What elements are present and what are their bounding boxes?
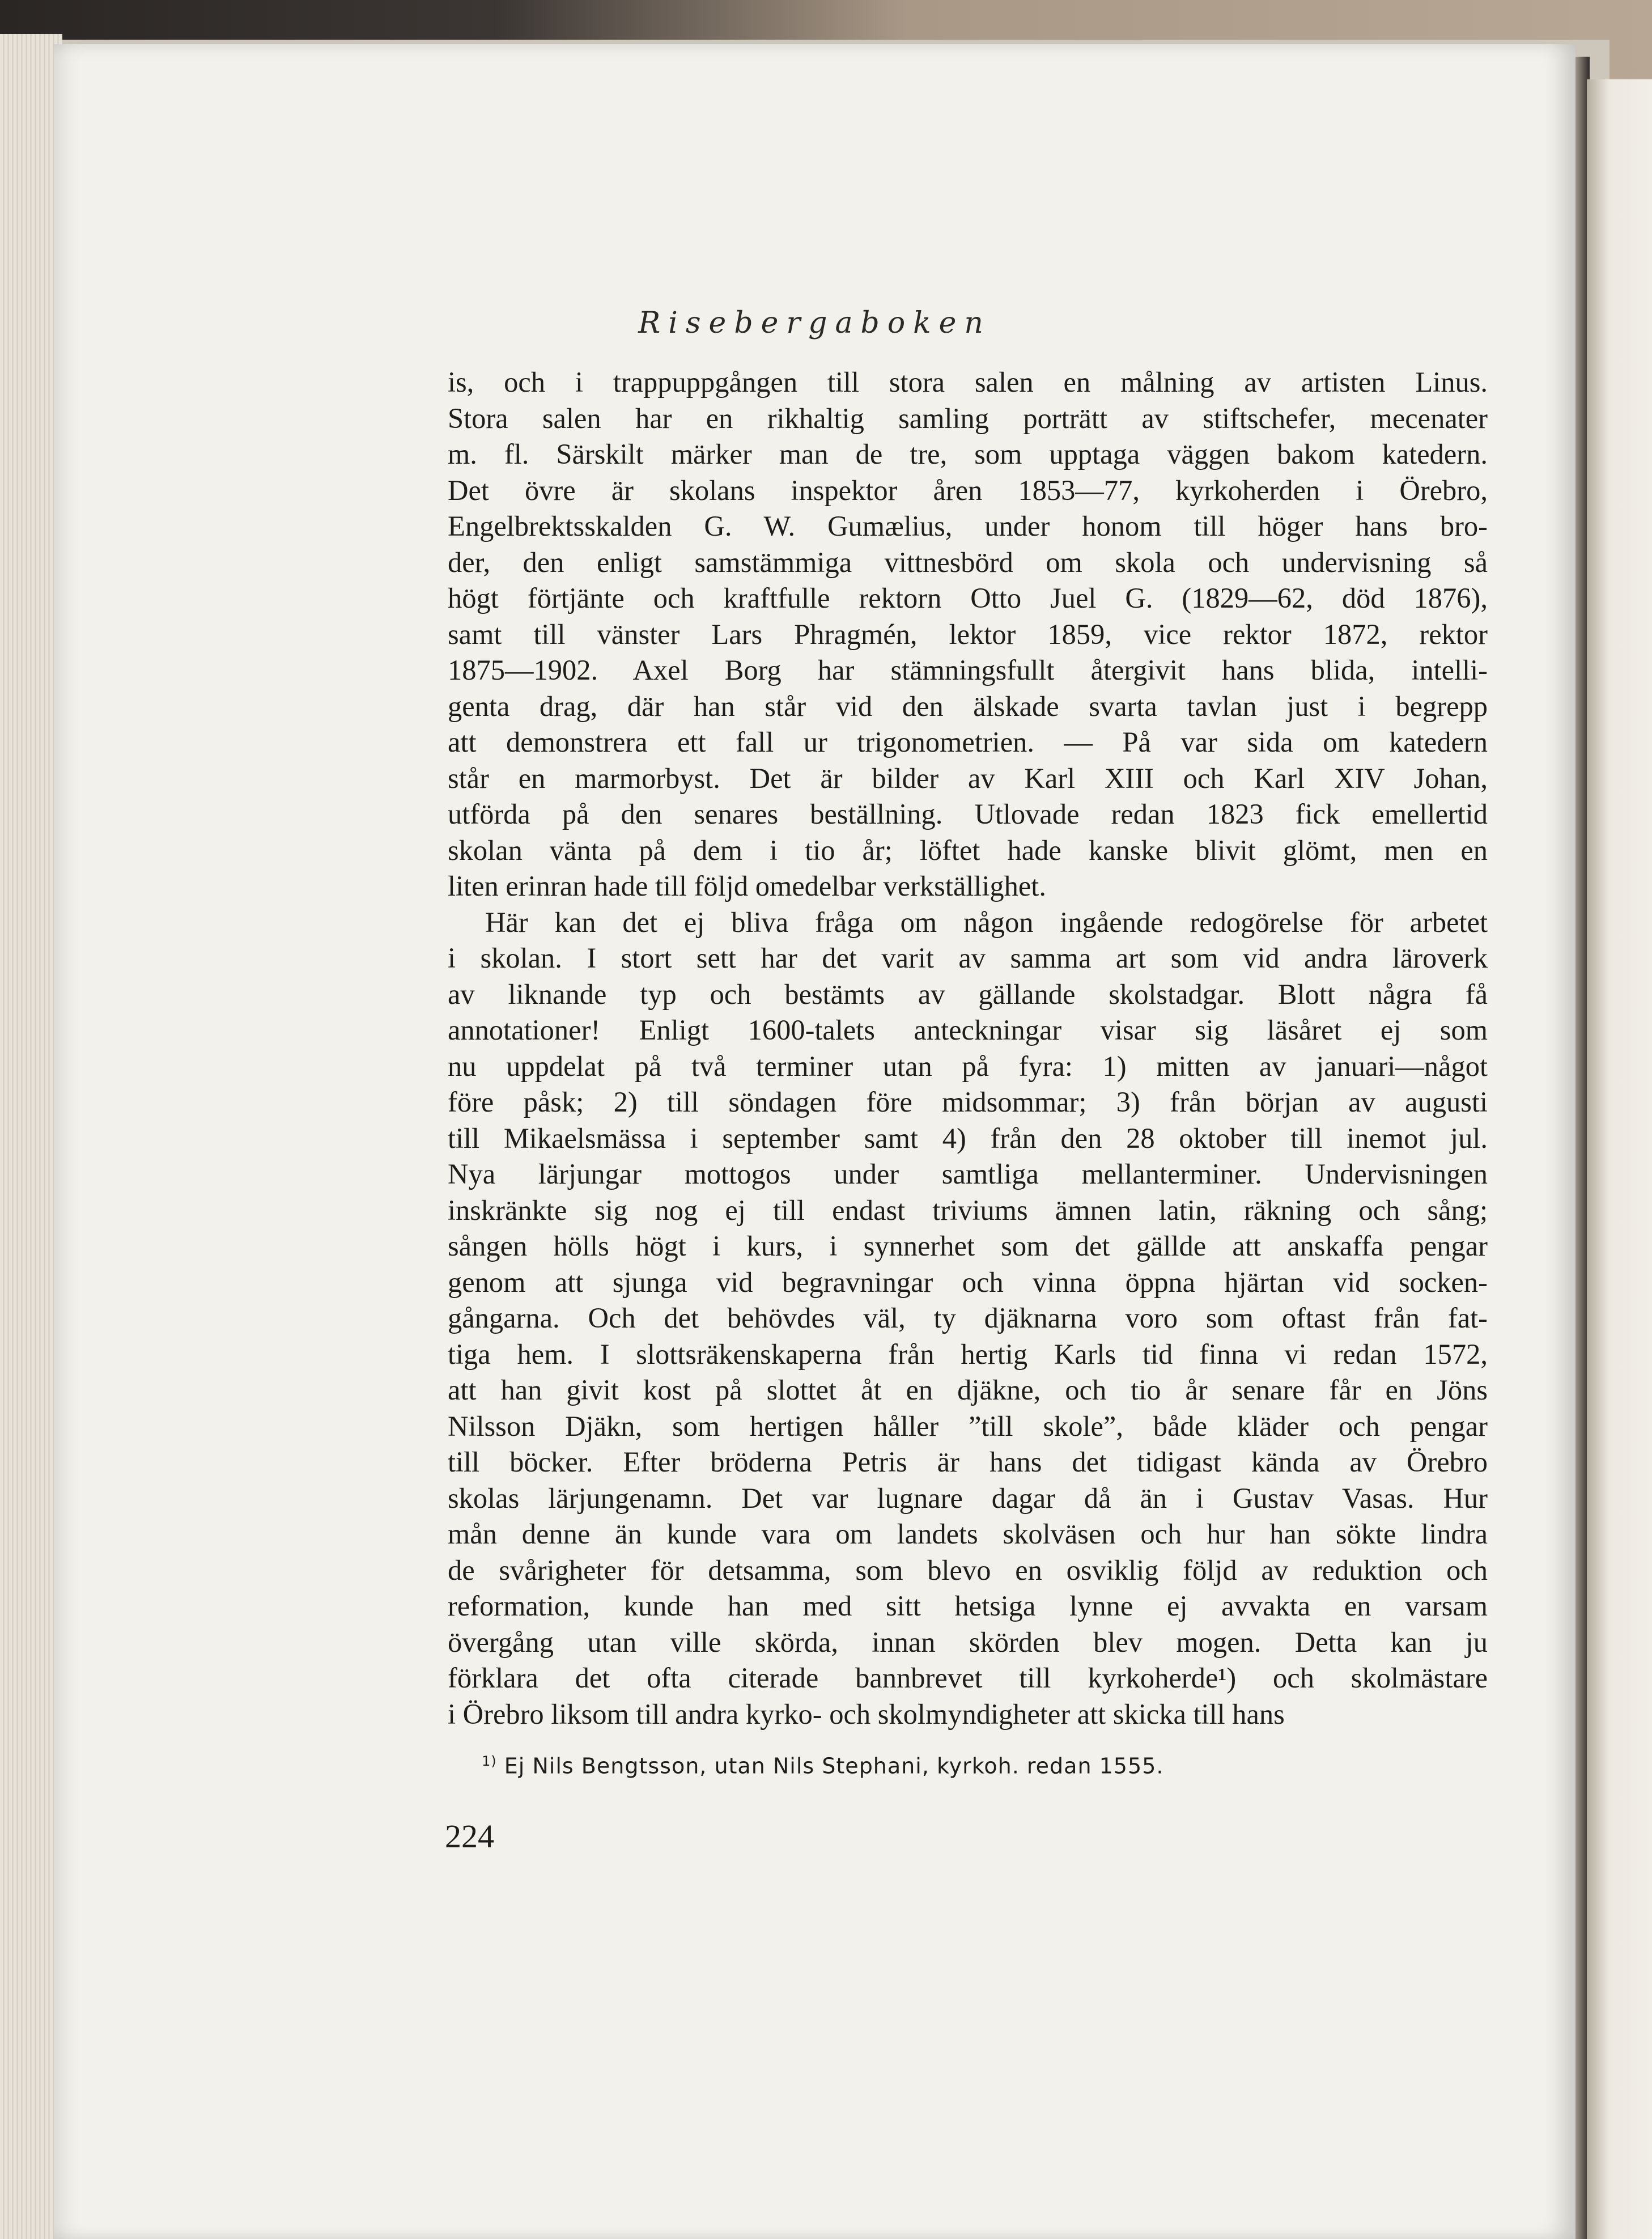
text-line: står en marmorbyst. Det är bilder av Karl XIII och Karl XIV Johan,: [448, 762, 1488, 794]
text-line: tiga hem. I slottsräkenskaperna från hertig Karls tid finna vi redan 1572,: [448, 1338, 1488, 1370]
book-page: [54, 44, 1575, 2239]
footnote-marker: 1): [482, 1753, 497, 1769]
text-line: m. fl. Särskilt märker man de tre, som upptaga väggen bakom katedern.: [448, 438, 1488, 470]
text-line: annotationer! Enligt 1600-talets anteckningar visar sig läsåret ej som: [448, 1014, 1488, 1046]
text-line: före påsk; 2) till söndagen före midsommar; 3) från början av augusti: [448, 1086, 1488, 1118]
paragraph: [448, 364, 1488, 905]
running-head: Risebergaboken: [638, 306, 991, 340]
text-line: Nya lärjungar mottogos under samtliga mellanterminer. Undervisningen: [448, 1158, 1488, 1190]
paragraph: [448, 905, 1488, 1733]
text-line: genom att sjunga vid begravningar och vinna öppna hjärtan vid socken-: [448, 1266, 1488, 1298]
facing-page-edge: [1587, 79, 1652, 2239]
text-line: reformation, kunde han med sitt hetsiga lynne ej avvakta en varsam: [448, 1590, 1488, 1622]
footnote: [482, 1753, 1502, 1779]
text-line: gångarna. Och det behövdes väl, ty djäknarna voro som oftast från fat-: [448, 1302, 1488, 1334]
text-line: samt till vänster Lars Phragmén, lektor 1859, vice rektor 1872, rektor: [448, 618, 1488, 650]
text-line: genta drag, där han står vid den älskade svarta tavlan just i begrepp: [448, 690, 1488, 722]
text-line: att demonstrera ett fall ur trigonometrien. — På var sida om katedern: [448, 726, 1488, 758]
text-line: högt förtjänte och kraftfulle rektorn Otto Juel G. (1829—62, död 1876),: [448, 582, 1488, 614]
text-line: is, och i trappuppgången till stora salen en målning av artisten Linus.: [448, 366, 1488, 398]
book-page-stack: [0, 34, 62, 2239]
text-line: i Örebro liksom till andra kyrko- och skolmyndigheter att skicka till hans: [448, 1698, 1285, 1730]
text-line: Här kan det ej bliva fråga om någon ingående redogörelse för arbetet: [485, 906, 1488, 938]
text-line: liten erinran hade till följd omedelbar verkställighet.: [448, 870, 1046, 902]
text-line: att han givit kost på slottet åt en djäkne, och tio år senare får en Jöns: [448, 1374, 1488, 1406]
text-line: Nilsson Djäkn, som hertigen håller ”till skole”, både kläder och pengar: [448, 1410, 1488, 1442]
text-line: 1875—1902. Axel Borg har stämningsfullt återgivit hans blida, intelli-: [448, 654, 1488, 686]
text-line: av liknande typ och bestämts av gällande skolstadgar. Blott några få: [448, 978, 1488, 1010]
text-line: skolan vänta på dem i tio år; löftet hade kanske blivit glömt, men en: [448, 834, 1488, 866]
text-line: inskränkte sig nog ej till endast triviums ämnen latin, räkning och sång;: [448, 1194, 1488, 1226]
text-line: sången hölls högt i kurs, i synnerhet som det gällde att anskaffa pengar: [448, 1230, 1488, 1262]
footnote-text: Ej Nils Bengtsson, utan Nils Stephani, kyrkoh. redan 1555.: [504, 1753, 1164, 1779]
text-line: i skolan. I stort sett har det varit av samma art som vid andra läroverk: [448, 942, 1488, 974]
body-text: [448, 364, 1488, 1732]
text-line: till Mikaelsmässa i september samt 4) från den 28 oktober till inemot jul.: [448, 1122, 1488, 1154]
text-line: de svårigheter för detsamma, som blevo en osviklig följd av reduktion och: [448, 1554, 1488, 1586]
page-number: 224: [445, 1818, 494, 1855]
text-line: skolas lärjungenamn. Det var lugnare dagar då än i Gustav Vasas. Hur: [448, 1482, 1488, 1514]
text-line: utförda på den senares beställning. Utlovade redan 1823 fick emellertid: [448, 798, 1488, 830]
text-line: Det övre är skolans inspektor åren 1853—77, kyrkoherden i Örebro,: [448, 474, 1488, 506]
text-line: mån denne än kunde vara om landets skolväsen och hur han sökte lindra: [448, 1518, 1488, 1550]
text-line: Stora salen har en rikhaltig samling porträtt av stiftschefer, mecenater: [448, 402, 1488, 434]
text-line: Engelbrektsskalden G. W. Gumælius, under honom till höger hans bro-: [448, 510, 1488, 542]
text-line: der, den enligt samstämmiga vittnesbörd om skola och undervisning så: [448, 546, 1488, 578]
text-line: övergång utan ville skörda, innan skörden blev mogen. Detta kan ju: [448, 1626, 1488, 1658]
text-line: förklara det ofta citerade bannbrevet till kyrkoherde¹) och skolmästare: [448, 1662, 1488, 1694]
text-line: till böcker. Efter bröderna Petris är hans det tidigast kända av Örebro: [448, 1446, 1488, 1478]
text-line: nu uppdelat på två terminer utan på fyra: 1) mitten av januari—något: [448, 1050, 1488, 1082]
